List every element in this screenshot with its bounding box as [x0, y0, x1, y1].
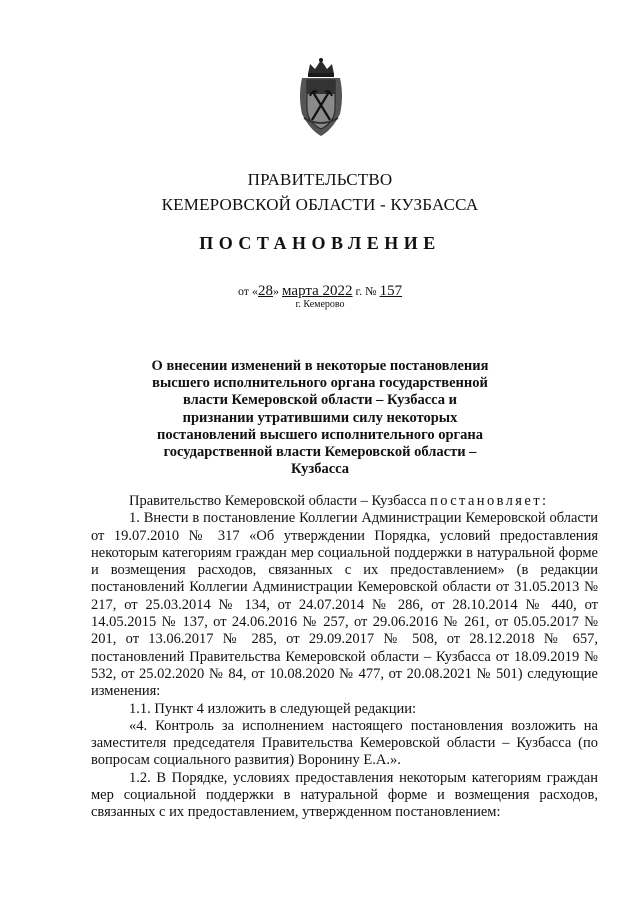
number-sign: № — [365, 284, 377, 298]
intro-paragraph — [91, 493, 598, 510]
paragraph-1-1-quote: «4. Контроль за исполнением настоящего постановления возложить на заместителя председателя Правительства Кемеровской области – Кузбасса (по вопросам социального развития) Воронину Е.А.». — [91, 717, 598, 769]
intro-action: постановляет: — [430, 493, 549, 509]
paragraph-1: 1. Внести в постановление Коллегии Администрации Кемеровской области от 19.07.2010 № 317 «Об утверждении Порядка, условий предоставления некоторым категориям граждан мер социальной поддержки в натуральной форме и возмещения расходов, связанных с их предоставлением» (в редакции постановлений Коллегии Администрации Кемеровской области от 31.05.2013 № 217, от 25.03.2014 № 134, от 24.07.2014 № 286, от 28.10.2014 № 440, от 14.05.2015 № 137, от 24.06.2016 № 257, от 29.06.2016 № 261, от 05.05.2017 № 201, от 13.06.2017 № 285, от 29.09.2017 № 508, от 28.12.2018 № 657, постановлений Правительства Кемеровской области – Кузбасса от 18.09.2019 № 532, от 25.02.2020 № 84, от 10.08.2020 № 477, от 20.08.2021 № 501) следующие изменения: — [91, 510, 598, 700]
document-city: г. Кемерово — [295, 299, 345, 310]
document-type-heading: ПОСТАНОВЛЕНИЕ — [199, 233, 441, 253]
paragraph-1-2: 1.2. В Порядке, условиях предоставления некоторым категориям граждан мер социальной поддержки в натуральной форме и возмещения расходов, связанных с их предоставлением, утвержденном постановлением: — [91, 769, 598, 821]
coat-of-arms-emblem — [296, 56, 346, 138]
date-mid: » — [273, 284, 280, 298]
document-dateline — [0, 283, 640, 300]
date-year-suffix: г. — [355, 284, 363, 298]
government-name-line-2: КЕМЕРОВСКОЙ ОБЛАСТИ - КУЗБАССА — [161, 195, 479, 214]
paragraph-1-1: 1.1. Пункт 4 изложить в следующей редакции: — [129, 700, 417, 717]
document-body — [91, 493, 598, 822]
document-number: 157 — [379, 283, 403, 299]
document-title: О внесении изменений в некоторые постановления высшего исполнительного органа государственной власти Кемеровской области – Кузбасса и признании утратившими силу некоторых постановлений высшего исполнительного органа государственной власти Кемеровской области – Кузбасса — [151, 358, 489, 478]
government-name-line-1: ПРАВИТЕЛЬСТВО — [247, 170, 393, 189]
date-prefix: от « — [237, 284, 259, 298]
intro-prefix: Правительство Кемеровской области – Кузбасса — [129, 493, 427, 509]
date-day: 28 — [258, 283, 274, 299]
date-month-year: марта 2022 — [282, 283, 353, 299]
